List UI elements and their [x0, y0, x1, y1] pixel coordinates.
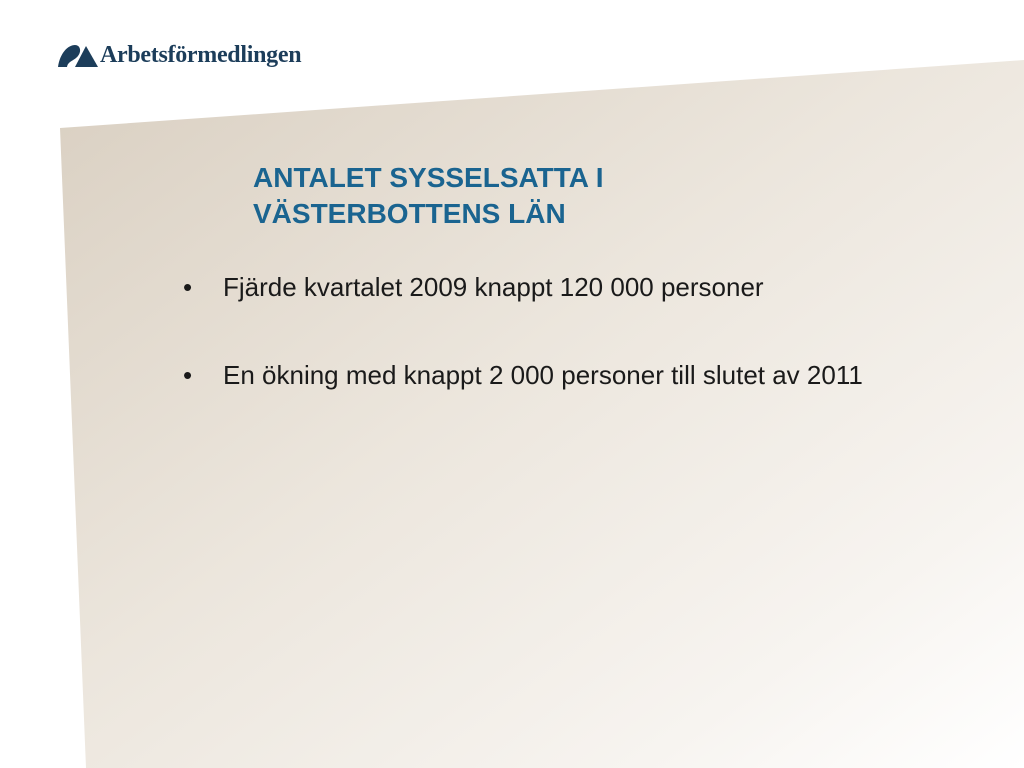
bullet-list [183, 270, 903, 446]
bullet-item [183, 358, 903, 392]
bullet-marker: • [183, 360, 193, 390]
bullet-marker: • [183, 272, 193, 302]
arbetsformedlingen-mark-icon [58, 43, 98, 67]
bullet-text: En ökning med knappt 2 000 personer till slutet av 2011 [223, 360, 863, 390]
bullet-item [183, 270, 903, 304]
slide-title: ANTALET SYSSELSATTA I VÄSTERBOTTENS LÄN [253, 162, 604, 229]
brand-logo [58, 38, 301, 72]
bullet-text: Fjärde kvartalet 2009 knappt 120 000 personer [223, 272, 764, 302]
brand-name: Arbetsförmedlingen [100, 42, 302, 68]
